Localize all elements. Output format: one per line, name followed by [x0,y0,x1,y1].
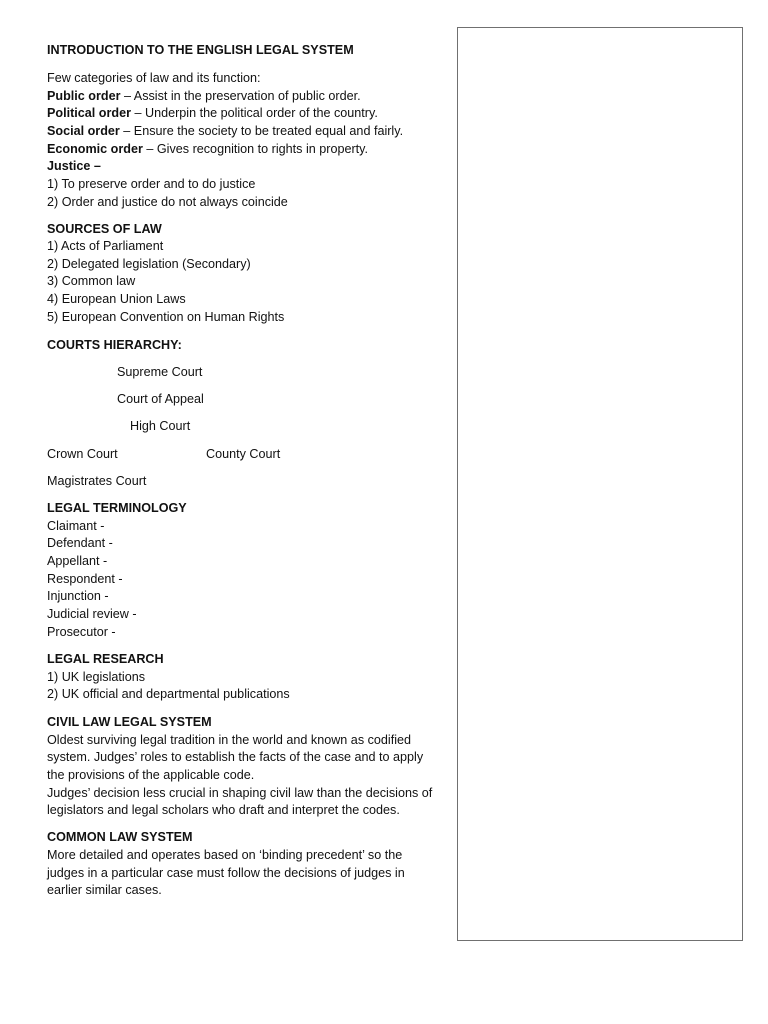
terminology-item: Respondent - [47,572,123,586]
category-economic-order [47,141,368,159]
terminology-item: Defendant - [47,536,113,550]
court-county: County Court [206,447,281,461]
category-text: – Gives recognition to rights in property. [142,142,369,156]
category-text: – Assist in the preservation of public order. [120,89,361,103]
intro-text: Few categories of law and its function: [47,71,261,85]
civil-law-line: Oldest surviving legal tradition in the world and known as codified [47,733,412,747]
sources-item: 5) European Convention on Human Rights [47,310,285,324]
category-text: – Ensure the society to be treated equal and fairly. [119,124,404,138]
justice-point: 1) To preserve order and to do justice [47,177,256,191]
terminology-item: Judicial review - [47,607,137,621]
common-law-line: More detailed and operates based on ‘binding precedent’ so the [47,848,403,862]
court-crown: Crown Court [47,447,118,461]
category-term: Political order [47,106,131,120]
terminology-item: Appellant - [47,554,108,568]
research-item: 2) UK official and departmental publications [47,687,290,701]
court-supreme: Supreme Court [117,365,203,379]
terminology-item: Claimant - [47,519,105,533]
sources-item: 4) European Union Laws [47,292,186,306]
category-political-order [47,105,378,123]
terminology-item: Injunction - [47,589,109,603]
sources-item: 1) Acts of Parliament [47,239,164,253]
notes-box [457,27,743,941]
common-law-heading: COMMON LAW SYSTEM [47,830,193,844]
courts-heading: COURTS HIERARCHY: [47,338,182,352]
justice-point: 2) Order and justice do not always coincide [47,195,288,209]
category-term: Economic order [47,142,143,156]
sources-item: 3) Common law [47,274,136,288]
court-magistrates: Magistrates Court [47,474,147,488]
category-justice [47,158,101,176]
category-term: Public order [47,89,121,103]
research-heading: LEGAL RESEARCH [47,652,164,666]
document-title: INTRODUCTION TO THE ENGLISH LEGAL SYSTEM [47,43,354,57]
common-law-line: earlier similar cases. [47,883,162,897]
category-social-order [47,123,403,141]
sources-item: 2) Delegated legislation (Secondary) [47,257,251,271]
common-law-line: judges in a particular case must follow the decisions of judges in [47,866,405,880]
category-public-order [47,88,361,106]
category-term: Social order [47,124,120,138]
terminology-heading: LEGAL TERMINOLOGY [47,501,187,515]
civil-law-line: Judges’ decision less crucial in shaping civil law than the decisions of [47,786,433,800]
civil-law-line: the provisions of the applicable code. [47,768,255,782]
civil-law-heading: CIVIL LAW LEGAL SYSTEM [47,715,212,729]
court-appeal: Court of Appeal [117,392,204,406]
category-term: Justice – [47,159,101,173]
terminology-item: Prosecutor - [47,625,116,639]
category-text: – Underpin the political order of the country. [130,106,378,120]
civil-law-line: system. Judges’ roles to establish the facts of the case and to apply [47,750,424,764]
research-item: 1) UK legislations [47,670,145,684]
sources-heading: SOURCES OF LAW [47,222,162,236]
civil-law-line: legislators and legal scholars who draft and interpret the codes. [47,803,400,817]
court-high: High Court [130,419,191,433]
